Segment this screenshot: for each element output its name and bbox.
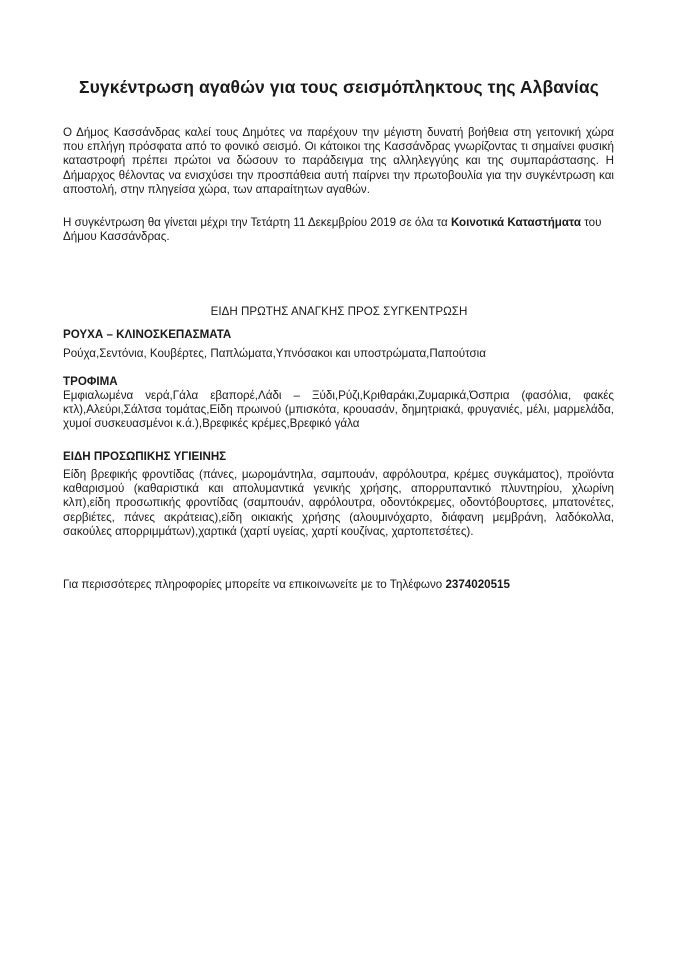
category-items-hygiene: Είδη βρεφικής φροντίδας (πάνες, μωρομάντηλα, σαμπουάν, αφρόλουτρα, κρέμες συγκάματος), προϊόντα καθαρισμού (καθαριστικά και απολυμαντικά γενικής χρήσης, απορρυπαντικό πλυντηρίου, χλωρίνη κλπ),είδη προσωπικής φροντίδας (σαμπουάν, αφρόλουτρα, οδοντόκρεμες, οδοντόβουρτσες, μπατονέτες, σερβιέτες, πάνες ακράτειας),είδη οικιακής χρήσης (αλουμινόχαρτο, διάφανη μεμβράνη, λαδόκολλα, σακούλες απορριμμάτων),χαρτικά (χαρτί υγείας, χαρτί κουζίνας, χαρτοπετσέτες). (63, 468, 614, 538)
collection-paragraph (63, 216, 614, 244)
contact-phone: 2374020515 (445, 578, 510, 591)
essentials-section-title: ΕΙΔΗ ΠΡΩΤΗΣ ΑΝΑΓΚΗΣ ΠΡΟΣ ΣΥΓΚΕΝΤΡΩΣΗ (210, 305, 468, 318)
category-heading-clothing: ΡΟΥΧΑ – ΚΛΙΝΟΣΚΕΠΑΣΜΑΤΑ (63, 328, 232, 341)
collection-location: Κοινοτικά Καταστήματα (450, 216, 581, 229)
collection-text: Η συγκέντρωση θα γίνεται μέχρι την Τετάρτη 11 Δεκεμβρίου 2019 σε όλα τα (63, 216, 451, 229)
category-heading-hygiene: ΕΙΔΗ ΠΡΟΣΩΠΙΚΗΣ ΥΓΙΕΙΝΗΣ (63, 450, 227, 463)
category-items-food: Εμφιαλωμένα νερά,Γάλα εβαπορέ,Λάδι – Ξύδι,Ρύζι,Κριθαράκι,Ζυμαρικά,Όσπρια (φασόλια, φακές κτλ),Αλεύρι,Σάλτσα τομάτας,Είδη πρωινού (μπισκότα, κρουασάν, δημητριακά, φρυγανιές, μέλι, μαρμελάδα, χυμοί συσκευασμένοι κ.ά.),Βρεφικές κρέμες,Βρεφικό γάλα (63, 389, 614, 431)
page-title: Συγκέντρωση αγαθών για τους σεισμόπληκτους της Αλβανίας (79, 77, 599, 97)
intro-paragraph: Ο Δήμος Κασσάνδρας καλεί τους Δημότες να παρέχουν την μέγιστη δυνατή βοήθεια στη γειτονική χώρα που επλήγη πρόσφατα από το φονικό σεισμό. Οι κάτοικοι της Κασσάνδρας γνωρίζοντας τι σημαίνει φυσική καταστροφή πρέπει πρώτοι να δώσουν το παράδειγμα της αλληλεγγύης και της συμπαράστασης. Η Δήμαρχος θέλοντας να ενισχύσει την προσπάθεια αυτή παίρνει την πρωτοβουλία για την συγκέντρωση και αποστολή, στην πληγείσα χώρα, των απαραίτητων αγαθών. (63, 126, 614, 196)
collection-text-end: του Δήμου Κασσάνδρας. (63, 216, 602, 244)
contact-line (63, 578, 510, 591)
category-items-clothing: Ρούχα,Σεντόνια, Κουβέρτες, Παπλώματα,Υπνόσακοι και υποστρώματα,Παπούτσια (63, 347, 486, 360)
contact-text: Για περισσότερες πληροφορίες μπορείτε να επικοινωνείτε με το Τηλέφωνο (63, 578, 446, 591)
category-heading-food: ΤΡΟΦΙΜΑ (63, 375, 118, 388)
